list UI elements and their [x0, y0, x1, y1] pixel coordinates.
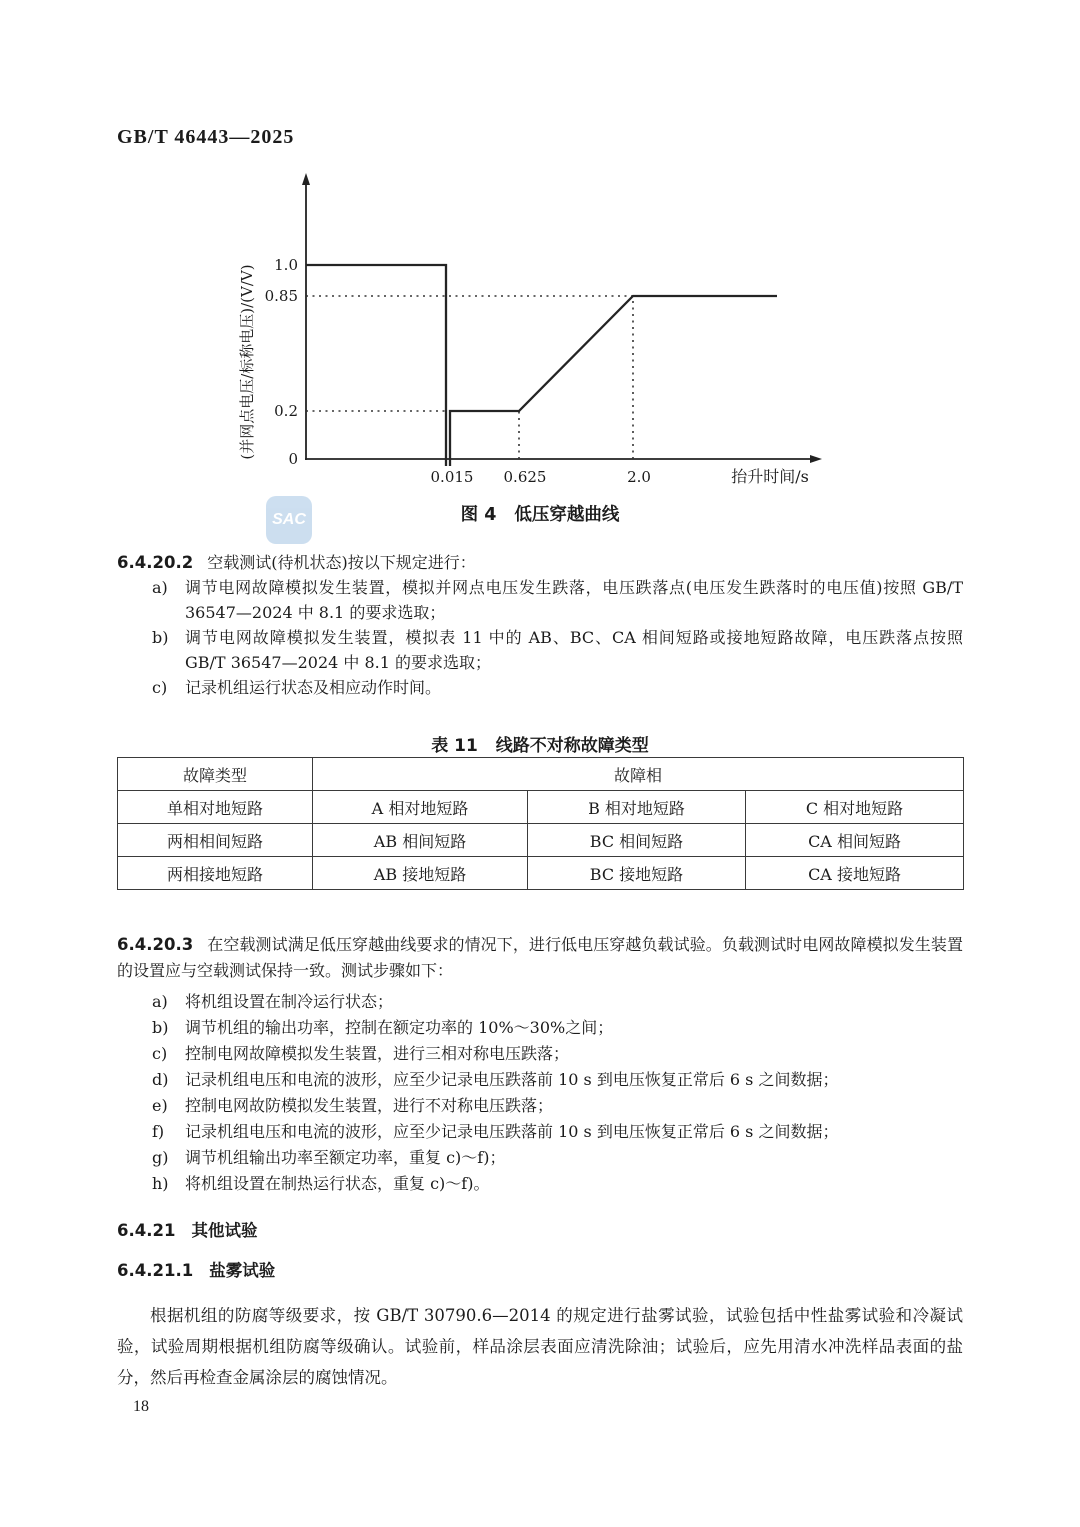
list-item-d: [117, 1067, 963, 1093]
figure-caption-label: 图 4: [460, 505, 497, 525]
lvrt-chart-svg: [225, 172, 845, 494]
clause-number: 6.4.20.2: [117, 553, 194, 572]
clause-number: 6.4.21: [117, 1221, 176, 1240]
list-item-label: b): [152, 1018, 169, 1037]
lvrt-curve-segment: [450, 296, 777, 466]
list-item-text: 调节电网故障模拟发生装置，模拟并网点电压发生跌落，电压跌落点(电压发生跌落时的电压值)按照 GB/T 36547—2024 中 8.1 的要求选取；: [185, 578, 963, 622]
list-item-a: [117, 989, 963, 1015]
table-title-text: 线路不对称故障类型: [495, 736, 649, 756]
x-tick-label: 2.0: [627, 468, 651, 486]
table-cell: 两相相间短路: [118, 824, 313, 857]
table-cell: CA 接地短路: [746, 857, 964, 890]
clause-number: 6.4.20.3: [117, 935, 194, 954]
clause-title: 盐雾试验: [209, 1261, 276, 1280]
list-item-c: [117, 675, 963, 700]
clause-heading-64211: [117, 1257, 275, 1281]
list-item-label: c): [152, 1044, 168, 1063]
table-cell: 单相对地短路: [118, 791, 313, 824]
list-item-text: 调节机组输出功率至额定功率，重复 c)～f)；: [185, 1148, 506, 1167]
figure-caption-text: 低压穿越曲线: [514, 505, 620, 525]
list-item-text: 调节电网故障模拟发生装置，模拟表 11 中的 AB、BC、CA 相间短路或接地短路故障，电压跌落点按照 GB/T 36547—2024 中 8.1 的要求选取；: [185, 628, 963, 672]
table-11: [117, 757, 964, 890]
table-header-row: [118, 758, 964, 791]
list-item-h: [117, 1171, 963, 1197]
y-axis-label: (并网点电压/标称电压)/(V/V): [238, 264, 256, 460]
page-number: 18: [133, 1398, 149, 1415]
y-tick-label: 1.0: [274, 256, 298, 274]
list-item-text: 记录机组电压和电流的波形，应至少记录电压跌落前 10 s 到电压恢复正常后 6 s 之间数据；: [185, 1122, 839, 1141]
list-item-f: [117, 1119, 963, 1145]
list-item-text: 记录机组运行状态及相应动作时间。: [185, 678, 442, 697]
salt-spray-paragraph: 根据机组的防腐等级要求，按 GB/T 30790.6—2014 的规定进行盐雾试验，试验包括中性盐雾试验和冷凝试验，试验周期根据机组防腐等级确认。试验前，样品涂层表面应清洗除油；试验后，应先用清水冲洗样品表面的盐分，然后再检查金属涂层的腐蚀情况。: [117, 1306, 963, 1387]
list-item-g: [117, 1145, 963, 1171]
y-tick-label: 0.85: [264, 287, 298, 305]
list-item-text: 将机组设置在制热运行状态，重复 c)～f)。: [185, 1174, 490, 1193]
table-cell: 两相接地短路: [118, 857, 313, 890]
x-axis-arrow-icon: [810, 455, 822, 463]
clause-64203: [117, 932, 963, 1197]
clause-lead-text: 空载测试(待机状态)按以下规定进行：: [207, 553, 476, 572]
table-cell: AB 相间短路: [313, 824, 528, 857]
y-axis-arrow-icon: [302, 173, 310, 185]
list-item-label: e): [152, 1096, 168, 1115]
x-axis-label: 抬升时间/s: [731, 467, 809, 486]
table-cell: AB 接地短路: [313, 857, 528, 890]
list-item-text: 将机组设置在制冷运行状态；: [185, 992, 394, 1011]
list-item-label: a): [152, 992, 168, 1011]
list-item-label: g): [152, 1148, 169, 1167]
list-item-label: f): [152, 1122, 165, 1141]
list-item-label: c): [152, 678, 168, 697]
list-item-label: d): [152, 1070, 169, 1089]
x-tick-label: 0.625: [503, 468, 547, 486]
table-header-cell: 故障相: [313, 758, 964, 791]
table-row: [118, 857, 964, 890]
figure-caption: [0, 501, 1080, 526]
list-item-text: 记录机组电压和电流的波形，应至少记录电压跌落前 10 s 到电压恢复正常后 6 s 之间数据；: [185, 1070, 839, 1089]
table-cell: A 相对地短路: [313, 791, 528, 824]
table-row: [118, 824, 964, 857]
list-item-label: a): [152, 578, 168, 597]
list-item-a: [117, 575, 963, 625]
table-cell: B 相对地短路: [528, 791, 746, 824]
clause-heading-6421: [117, 1217, 257, 1241]
clause-64202: [117, 550, 963, 700]
list-item-text: 调节机组的输出功率，控制在额定功率的 10%～30%之间；: [185, 1018, 614, 1037]
table-cell: BC 接地短路: [528, 857, 746, 890]
table-row: [118, 791, 964, 824]
clause-64203-lead: [117, 932, 963, 984]
list-item-text: 控制电网故障模拟发生装置，进行三相对称电压跌落；: [185, 1044, 570, 1063]
clause-lead-text: 在空载测试满足低压穿越曲线要求的情况下，进行低电压穿越负载试验。负载测试时电网故障模拟发生装置的设置应与空载测试保持一致。测试步骤如下：: [117, 935, 963, 980]
list-item-label: b): [152, 628, 169, 647]
y-tick-label: 0.2: [274, 402, 298, 420]
table-cell: CA 相间短路: [746, 824, 964, 857]
table-header-cell: 故障类型: [118, 758, 313, 791]
list-item-b: [117, 1015, 963, 1041]
y-tick-label: 0: [288, 450, 298, 468]
clause-number: 6.4.21.1: [117, 1261, 194, 1280]
table-cell: BC 相间短路: [528, 824, 746, 857]
list-item-label: h): [152, 1174, 169, 1193]
list-item-c: [117, 1041, 963, 1067]
clause-title: 其他试验: [191, 1221, 258, 1240]
lvrt-chart: [225, 172, 845, 494]
doc-code: GB/T 46443—2025: [117, 126, 295, 148]
list-item-e: [117, 1093, 963, 1119]
table-title-label: 表 11: [431, 736, 478, 756]
table-cell: C 相对地短路: [746, 791, 964, 824]
sac-watermark-text: SAC: [272, 511, 306, 528]
x-tick-label: 0.015: [430, 468, 474, 486]
list-item-text: 控制电网故防模拟发生装置，进行不对称电压跌落；: [185, 1096, 554, 1115]
table-11-title: [0, 731, 1080, 756]
lvrt-curve-segment: [306, 265, 446, 466]
clause-64202-lead: [117, 550, 963, 575]
list-item-b: [117, 625, 963, 675]
